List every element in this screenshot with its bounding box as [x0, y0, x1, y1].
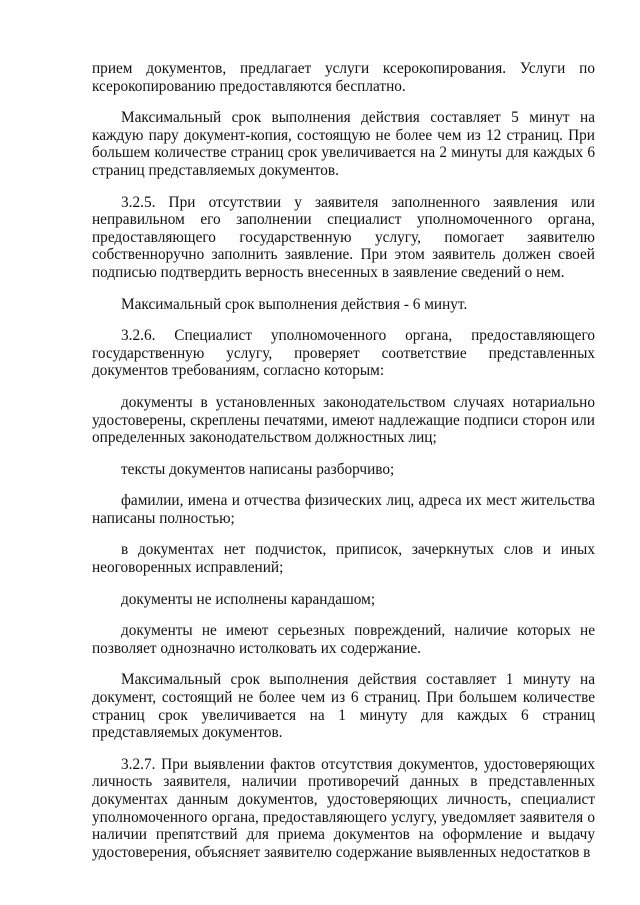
requirement-no-damage: документы не имеют серьезных повреждений, наличие которых не позволяет однозначно истолковать их содержание.	[92, 622, 595, 657]
requirement-notarized: документы в установленных законодательством случаях нотариально удостоверены, скреплены печатями, имеют надлежащие подписи сторон или определенных законодательством должностных лиц;	[92, 393, 595, 447]
paragraph-check-time-limit: Максимальный срок выполнения действия составляет 1 минуту на документ, состоящий не более чем из 6 страниц. При большем количестве страниц срок увеличивается на 1 минуту для каждых 6 страниц представляемых документов.	[92, 671, 595, 742]
requirement-no-corrections: в документах нет подчисток, приписок, зачеркнутых слов и иных неоговоренных исправлений;	[92, 541, 595, 577]
paragraph-fill-time-limit: Максимальный срок выполнения действия - 6 минут.	[121, 295, 468, 313]
requirement-full-names: фамилии, имена и отчества физических лиц, адреса их мест жительства написаны полностью;	[92, 492, 595, 527]
paragraph-3-2-7: 3.2.7. При выявлении фактов отсутствия документов, удостоверяющих личность заявителя, наличии противоречий данных в представленных документах данным документов, удостоверяющих личность, специалист уполномоченного органа, предоставляющего услугу, уведомляет заявителя о наличии препятствий для приема документов на оформление и выдачу удостоверения, объясняет заявителю содержание выявленных недостатков в	[92, 755, 595, 861]
requirement-not-pencil: документы не исполнены карандашом;	[121, 590, 376, 608]
paragraph-3-2-6: 3.2.6. Специалист уполномоченного органа, предоставляющего государственную услугу, проверяет соответствие представленных документов требованиям, согласно которым:	[92, 327, 595, 380]
requirement-legible: тексты документов написаны разборчиво;	[121, 460, 395, 478]
paragraph-3-2-5: 3.2.5. При отсутствии у заявителя заполненного заявления или неправильном его заполнении специалист уполномоченного органа, предоставляющего государственную услугу, помогает заявителю собственноручно заполнить заявление. При этом заявитель должен своей подписью подтвердить верность внесенных в заявление сведений о нем.	[92, 193, 595, 281]
document-body	[92, 60, 595, 861]
paragraph-continuation: прием документов, предлагает услуги ксерокопирования. Услуги по ксерокопированию предоставляются бесплатно.	[92, 60, 595, 95]
paragraph-copy-time-limit: Максимальный срок выполнения действия составляет 5 минут на каждую пару документ-копия, состоящую не более чем из 12 страниц. При большем количестве страниц срок увеличивается на 2 минуты для каждых 6 страниц представляемых документов.	[92, 109, 595, 179]
